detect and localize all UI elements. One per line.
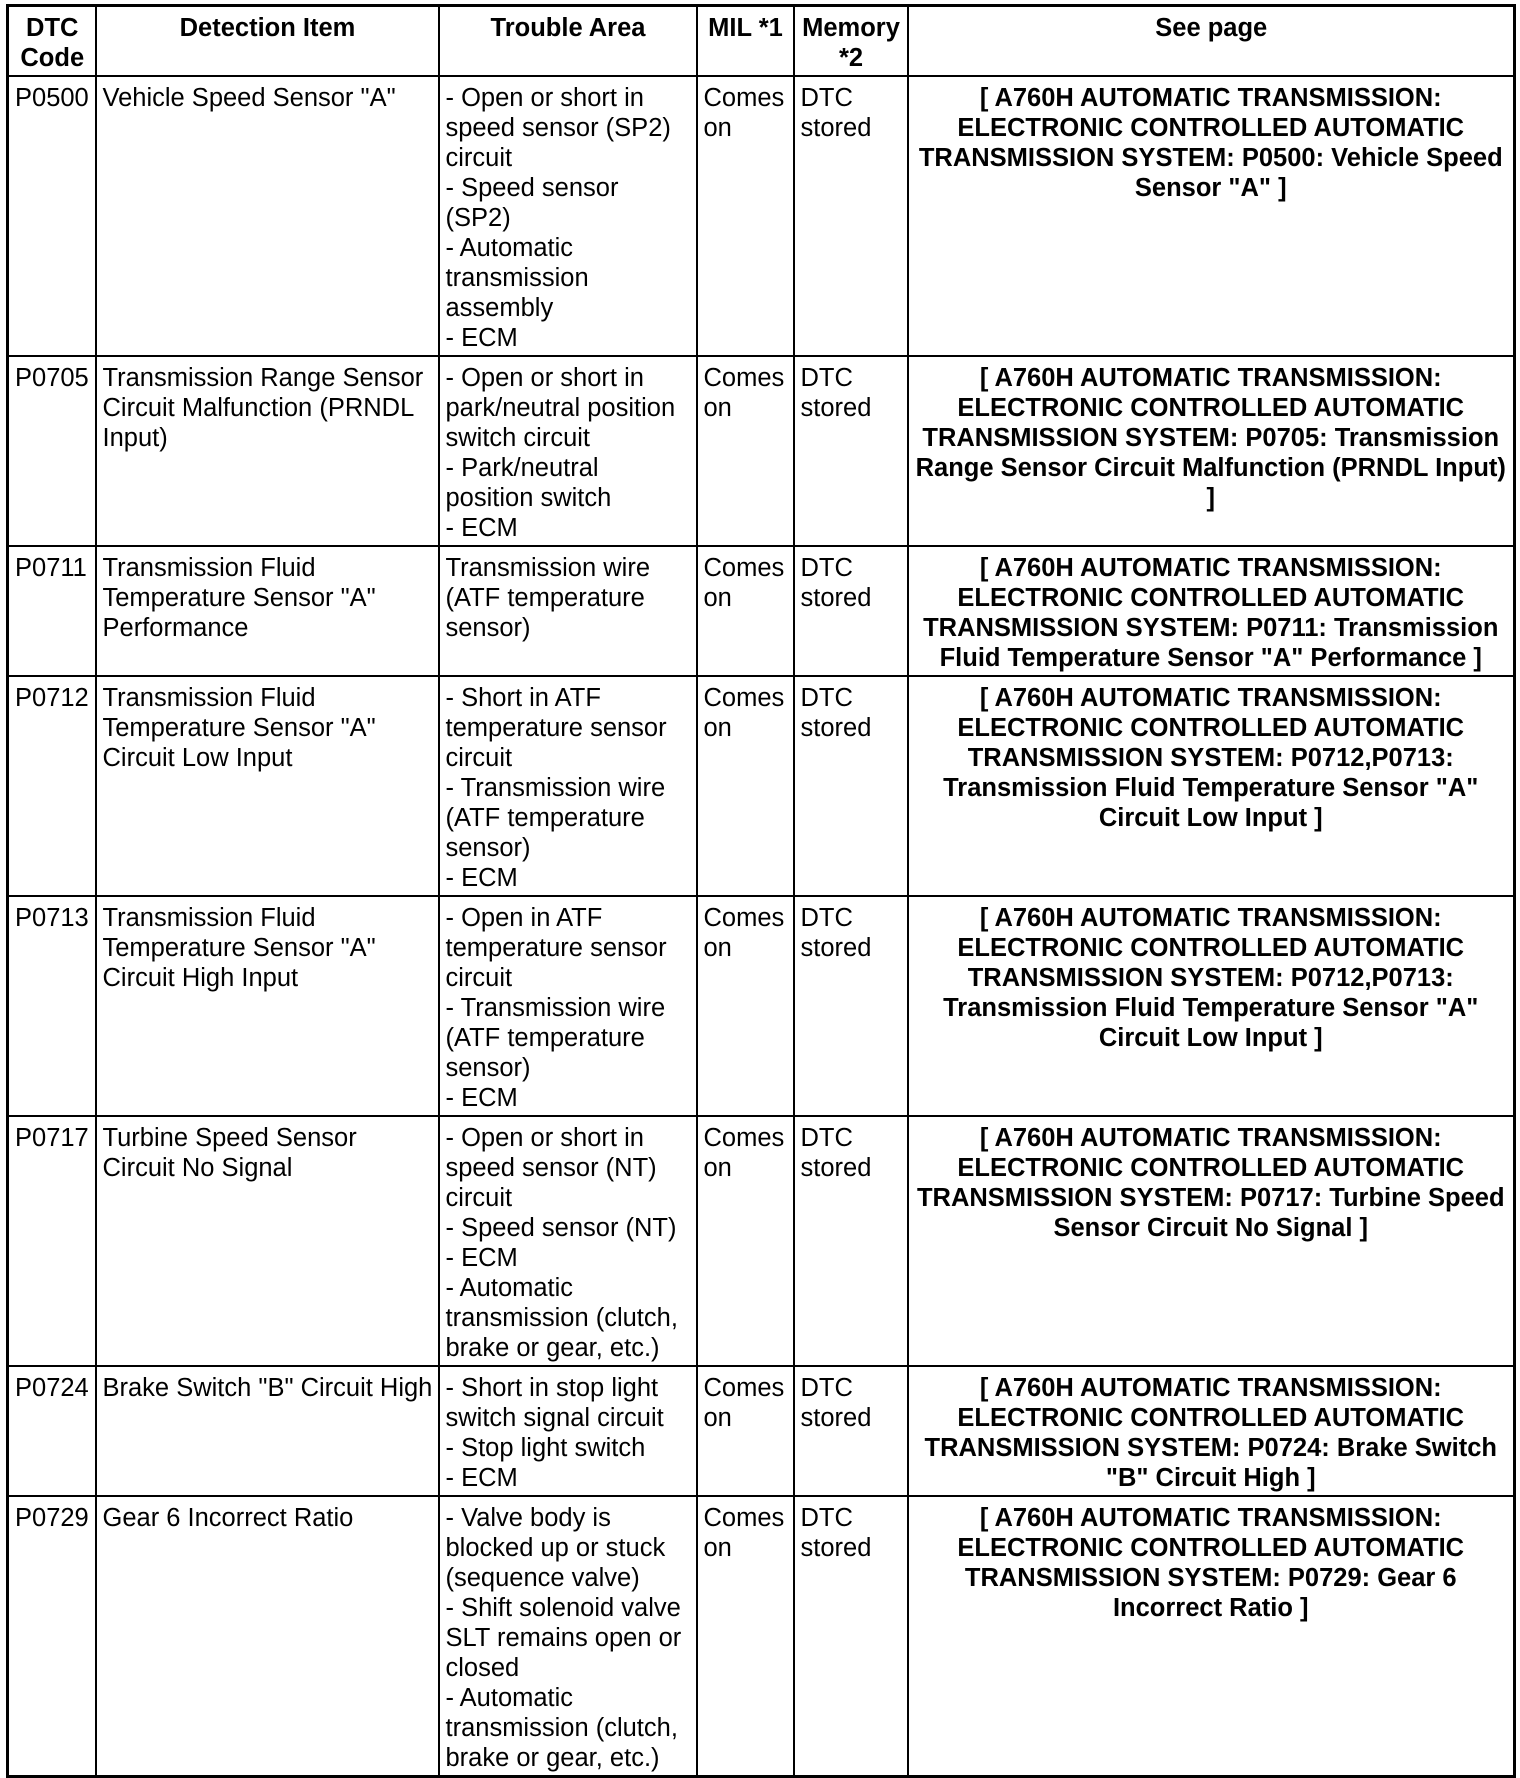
trouble-area-line: - ECM <box>445 324 518 352</box>
memory-cell: DTC stored <box>794 1366 908 1496</box>
table-row <box>8 1116 1515 1366</box>
detection-item-cell: Transmission Fluid Temperature Sensor "A" Performance <box>96 546 439 676</box>
see-page-cell: [ A760H AUTOMATIC TRANSMISSION: ELECTRONIC CONTROLLED AUTOMATIC TRANSMISSION SYSTEM: P0705: Transmission Range Sensor Circuit Malfunction (PRNDL Input) ] <box>908 356 1515 546</box>
trouble-area-cell <box>439 896 697 1116</box>
trouble-area-line: - Transmission wire (ATF temperature sensor) <box>445 774 666 862</box>
trouble-area-line: - Park/neutral position switch <box>445 454 612 512</box>
table-body <box>8 76 1515 1777</box>
header-dtc-code-line1: DTC <box>26 14 79 42</box>
memory-cell: DTC stored <box>794 356 908 546</box>
memory-cell: DTC stored <box>794 676 908 896</box>
dtc-code-cell: P0712 <box>8 676 96 896</box>
table-row <box>8 546 1515 676</box>
trouble-area-line: - Stop light switch <box>445 1434 646 1462</box>
trouble-area-cell <box>439 676 697 896</box>
trouble-area-line: - ECM <box>445 1244 518 1272</box>
detection-item-cell: Gear 6 Incorrect Ratio <box>96 1496 439 1777</box>
memory-cell: DTC stored <box>794 1496 908 1777</box>
trouble-area-line: - Open in ATF temperature sensor circuit <box>445 904 667 992</box>
detection-item-cell: Vehicle Speed Sensor "A" <box>96 76 439 356</box>
trouble-area-cell <box>439 1496 697 1777</box>
trouble-area-line: - ECM <box>445 864 518 892</box>
dtc-code-cell: P0729 <box>8 1496 96 1777</box>
mil-cell: Comes on <box>697 1496 794 1777</box>
header-memory-line2: *2 <box>838 44 864 72</box>
trouble-area-cell <box>439 546 697 676</box>
trouble-area-line: - Valve body is blocked up or stuck (sequence valve) <box>445 1504 666 1592</box>
trouble-area-line: - Transmission wire (ATF temperature sensor) <box>445 994 666 1082</box>
trouble-area-line: - Open or short in speed sensor (NT) circuit <box>445 1124 657 1212</box>
see-page-cell: [ A760H AUTOMATIC TRANSMISSION: ELECTRONIC CONTROLLED AUTOMATIC TRANSMISSION SYSTEM: P0711: Transmission Fluid Temperature Sensor "A" Performance ] <box>908 546 1515 676</box>
see-page-cell: [ A760H AUTOMATIC TRANSMISSION: ELECTRONIC CONTROLLED AUTOMATIC TRANSMISSION SYSTEM: P0729: Gear 6 Incorrect Ratio ] <box>908 1496 1515 1777</box>
detection-item-cell: Turbine Speed Sensor Circuit No Signal <box>96 1116 439 1366</box>
memory-cell: DTC stored <box>794 76 908 356</box>
mil-cell: Comes on <box>697 1366 794 1496</box>
trouble-area-line: - ECM <box>445 1084 518 1112</box>
header-memory-line1: Memory <box>802 14 900 42</box>
detection-item-cell: Brake Switch "B" Circuit High <box>96 1366 439 1496</box>
mil-cell: Comes on <box>697 896 794 1116</box>
dtc-code-cell: P0500 <box>8 76 96 356</box>
mil-cell: Comes on <box>697 76 794 356</box>
header-memory <box>794 6 908 77</box>
header-see-page: See page <box>908 6 1515 77</box>
header-dtc-code-line2: Code <box>20 44 85 72</box>
trouble-area-line: - Open or short in speed sensor (SP2) circuit <box>445 84 671 172</box>
table-row <box>8 76 1515 356</box>
see-page-cell: [ A760H AUTOMATIC TRANSMISSION: ELECTRONIC CONTROLLED AUTOMATIC TRANSMISSION SYSTEM: P0712,P0713: Transmission Fluid Temperature Sensor "A" Circuit Low Input ] <box>908 896 1515 1116</box>
trouble-area-line: - Shift solenoid valve SLT remains open or closed <box>445 1594 682 1682</box>
memory-cell: DTC stored <box>794 546 908 676</box>
dtc-table <box>6 4 1516 1778</box>
mil-cell: Comes on <box>697 356 794 546</box>
mil-cell: Comes on <box>697 546 794 676</box>
trouble-area-line: - Automatic transmission (clutch, brake or gear, etc.) <box>445 1684 678 1772</box>
trouble-area-line: - Open or short in park/neutral position switch circuit <box>445 364 676 452</box>
table-row <box>8 1366 1515 1496</box>
trouble-area-line: - Automatic transmission assembly <box>445 234 589 322</box>
trouble-area-cell <box>439 1116 697 1366</box>
mil-cell: Comes on <box>697 1116 794 1366</box>
table-row <box>8 676 1515 896</box>
table-row <box>8 896 1515 1116</box>
dtc-code-cell: P0711 <box>8 546 96 676</box>
trouble-area-line: - Short in ATF temperature sensor circuit <box>445 684 667 772</box>
dtc-code-cell: P0724 <box>8 1366 96 1496</box>
see-page-cell: [ A760H AUTOMATIC TRANSMISSION: ELECTRONIC CONTROLLED AUTOMATIC TRANSMISSION SYSTEM: P0712,P0713: Transmission Fluid Temperature Sensor "A" Circuit Low Input ] <box>908 676 1515 896</box>
trouble-area-line: - ECM <box>445 1464 518 1492</box>
table-row <box>8 1496 1515 1777</box>
see-page-cell: [ A760H AUTOMATIC TRANSMISSION: ELECTRONIC CONTROLLED AUTOMATIC TRANSMISSION SYSTEM: P0500: Vehicle Speed Sensor "A" ] <box>908 76 1515 356</box>
dtc-code-cell: P0713 <box>8 896 96 1116</box>
memory-cell: DTC stored <box>794 1116 908 1366</box>
trouble-area-line: - ECM <box>445 514 518 542</box>
trouble-area-line: - Speed sensor (NT) <box>445 1214 677 1242</box>
trouble-area-line: Transmission wire (ATF temperature sensor) <box>445 554 651 642</box>
memory-cell: DTC stored <box>794 896 908 1116</box>
trouble-area-line: - Automatic transmission (clutch, brake or gear, etc.) <box>445 1274 678 1362</box>
table-header-row <box>8 6 1515 77</box>
header-mil: MIL *1 <box>697 6 794 77</box>
detection-item-cell: Transmission Fluid Temperature Sensor "A" Circuit High Input <box>96 896 439 1116</box>
trouble-area-line: - Short in stop light switch signal circuit <box>445 1374 664 1432</box>
header-dtc-code <box>8 6 96 77</box>
detection-item-cell: Transmission Fluid Temperature Sensor "A" Circuit Low Input <box>96 676 439 896</box>
trouble-area-cell <box>439 76 697 356</box>
trouble-area-cell <box>439 356 697 546</box>
mil-cell: Comes on <box>697 676 794 896</box>
dtc-code-cell: P0717 <box>8 1116 96 1366</box>
see-page-cell: [ A760H AUTOMATIC TRANSMISSION: ELECTRONIC CONTROLLED AUTOMATIC TRANSMISSION SYSTEM: P0724: Brake Switch "B" Circuit High ] <box>908 1366 1515 1496</box>
dtc-code-cell: P0705 <box>8 356 96 546</box>
header-trouble-area: Trouble Area <box>439 6 697 77</box>
trouble-area-cell <box>439 1366 697 1496</box>
header-detection-item: Detection Item <box>96 6 439 77</box>
trouble-area-line: - Speed sensor (SP2) <box>445 174 619 232</box>
see-page-cell: [ A760H AUTOMATIC TRANSMISSION: ELECTRONIC CONTROLLED AUTOMATIC TRANSMISSION SYSTEM: P0717: Turbine Speed Sensor Circuit No Signal ] <box>908 1116 1515 1366</box>
detection-item-cell: Transmission Range Sensor Circuit Malfunction (PRNDL Input) <box>96 356 439 546</box>
table-row <box>8 356 1515 546</box>
